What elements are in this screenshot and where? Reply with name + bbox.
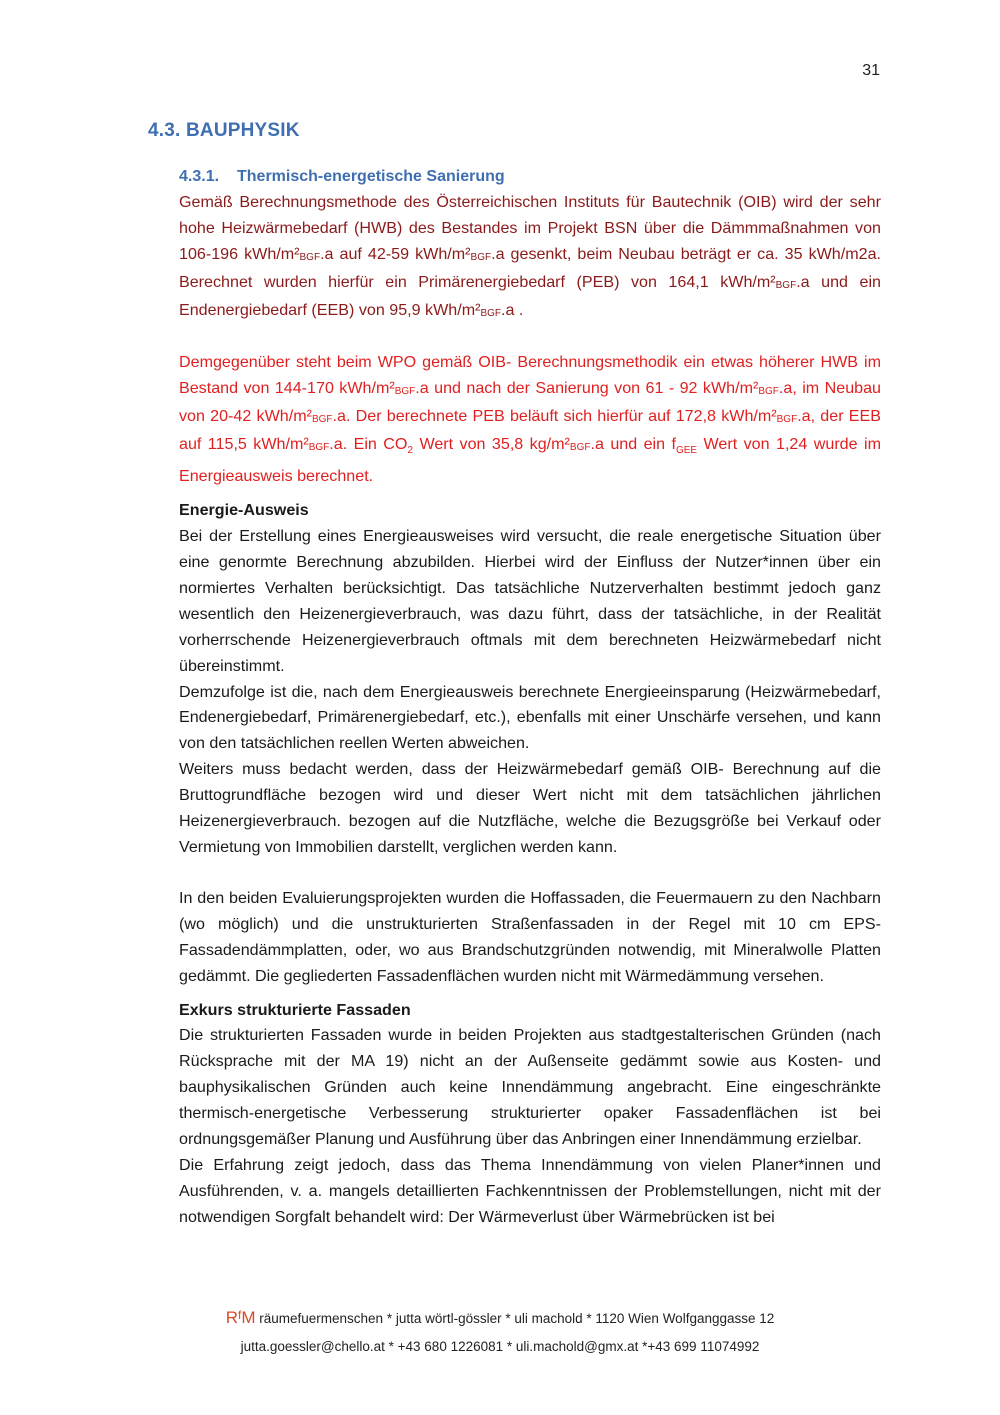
energie-ausweis-para1: Bei der Erstellung eines Energieausweises wird versucht, die reale energetische Situation über eine genormte Berechnung abzubilden. Hierbei wird der Einfluss der Nutzer*innen über ein normiertes Verhalten berücksichtigt. Das tatsächliche Nutzerverhalten bestimmt jedoch ganz wesentlich den Heizenergieverbrauch, was dazu führt, dass der tatsächliche, in der Realität vorherrschende Heizenergieverbrauch oftmals mit dem berechneten Heizwärmebedarf nicht übereinstimmt. (179, 527, 881, 675)
footer-contact: jutta.goessler@chello.at * +43 680 1226081 * uli.machold@gmx.at *+43 699 11074992 (240, 1339, 760, 1354)
exkurs-para2: Die Erfahrung zeigt jedoch, dass das Thema Innendämmung von vielen Planer*innen und Ausführenden, v. a. mangels detaillierten Fachkenntnissen der Problemstellungen, nicht mit der notwendigen Sorgfalt behandelt wird: Der Wärmeverlust über Wärmebrücken ist bei (179, 1155, 881, 1226)
wpo-paragraph: Demgegenüber steht beim WPO gemäß OIB- Berechnungsmethodik ein etwas höherer HWB im Bestand von 144-170 kWh/$m^2_{BGF}.a$ und nach der Sanierung von 61 - 92 kWh/$m^2_{BGF}.a$, im Neubau von 20-42 kWh/$m^2_{BGF}.a$. Der berechnete PEB beläuft sich hierfür auf 172,8 kWh/$m^2_{BGF}.a$, der EEB auf 115,5 kWh/$m^2_{BGF}.a$. Ein $CO_2$ Wert von 35,8 $kg/m^2_{BGF}.a$ und ein $f_{GEE}$ Wert von 1,24 wurde im Energieausweis berechnet. (179, 353, 881, 486)
page-footer (0, 1304, 1000, 1358)
evaluierung-paragraph: In den beiden Evaluierungsprojekten wurden die Hoffassaden, die Feuermauern zu den Nachbarn (wo möglich) und die unstrukturierten Straßenfassaden in der Regel mit 10 cm EPS- Fassadendämmplatten, oder, wo aus Brandschutzgründen notwendig, mit Mineralwolle Platten gedämmt. Die gegliederten Fassadenflächen wurden nicht mit Wärmedämmung versehen. (179, 888, 881, 985)
energie-ausweis-para2: Demzufolge ist die, nach dem Energieausweis berechnete Energieeinsparung (Heizwärmebedarf, Endenergiebedarf, Primärenergiebedarf, etc.), ebenfalls mit einer Unschärfe versehen, und kann von den tatsächlichen reellen Werten abweichen. (179, 682, 881, 753)
energie-ausweis-heading: Energie-Ausweis (179, 501, 309, 520)
rfm-logo: $R^fM$ (225, 1308, 256, 1327)
exkurs-heading: Exkurs strukturierte Fassaden (179, 1000, 411, 1019)
section-title: 4.3. BAUPHYSIK (148, 120, 300, 141)
footer-address: $R^fM$ räumefuermenschen * jutta wörtl-gössler * uli machold * 1120 Wien Wolfganggasse 12 (225, 1308, 775, 1327)
page-number: 31 (862, 62, 880, 79)
subsection-number: 4.3.1. (179, 168, 220, 185)
exkurs-para1: Die strukturierten Fassaden wurde in beiden Projekten aus stadtgestalterischen Gründen (nach Rücksprache mit der MA 19) nicht an der Außenseite gedämmt sowie aus Kosten- und bauphysikalischen Gründen auch keine Innendämmung angebracht. Eine eingeschränkte thermisch-energetische Verbesserung strukturierter opaker Fassadenflächen ist bei ordnungsgemäßer Planung und Ausführung über das Anbringen einer Innendämmung erzielbar. (179, 1026, 881, 1149)
energie-ausweis-para3: Weiters muss bedacht werden, dass der Heizwärmebedarf gemäß OIB- Berechnung auf die Bruttogrundfläche bezogen wird und dieser Wert nicht mit dem tatsächlichen jährlichen Heizenergieverbrauch. bezogen auf die Nutzfläche, welche die Bezugsgröße bei Verkauf oder Vermietung von Immobilien darstellt, verglichen werden kann. (179, 760, 881, 856)
subsection-title (179, 164, 881, 190)
bsn-paragraph: Gemäß Berechnungsmethode des Österreichischen Instituts für Bautechnik (OIB) wird der sehr hohe Heizwärmebedarf (HWB) des Bestandes im Projekt BSN über die Dämmmaßnahmen von 106-196 kWh/$m^2_{BGF}.a$ auf 42-59 kWh/$m^2_{BGF}.a$ gesenkt, beim Neubau beträgt er ca. 35 kWh/m2a. Berechnet wurden hierfür ein Primärenergiebedarf (PEB) von 164,1 kWh/$m^2_{BGF}.a$ und ein Endenergiebedarf (EEB) von 95,9 kWh/$m^2_{BGF}.a$ . (179, 192, 882, 319)
main-content (179, 164, 881, 1231)
subsection-label: Thermisch-energetische Sanierung (237, 168, 505, 185)
